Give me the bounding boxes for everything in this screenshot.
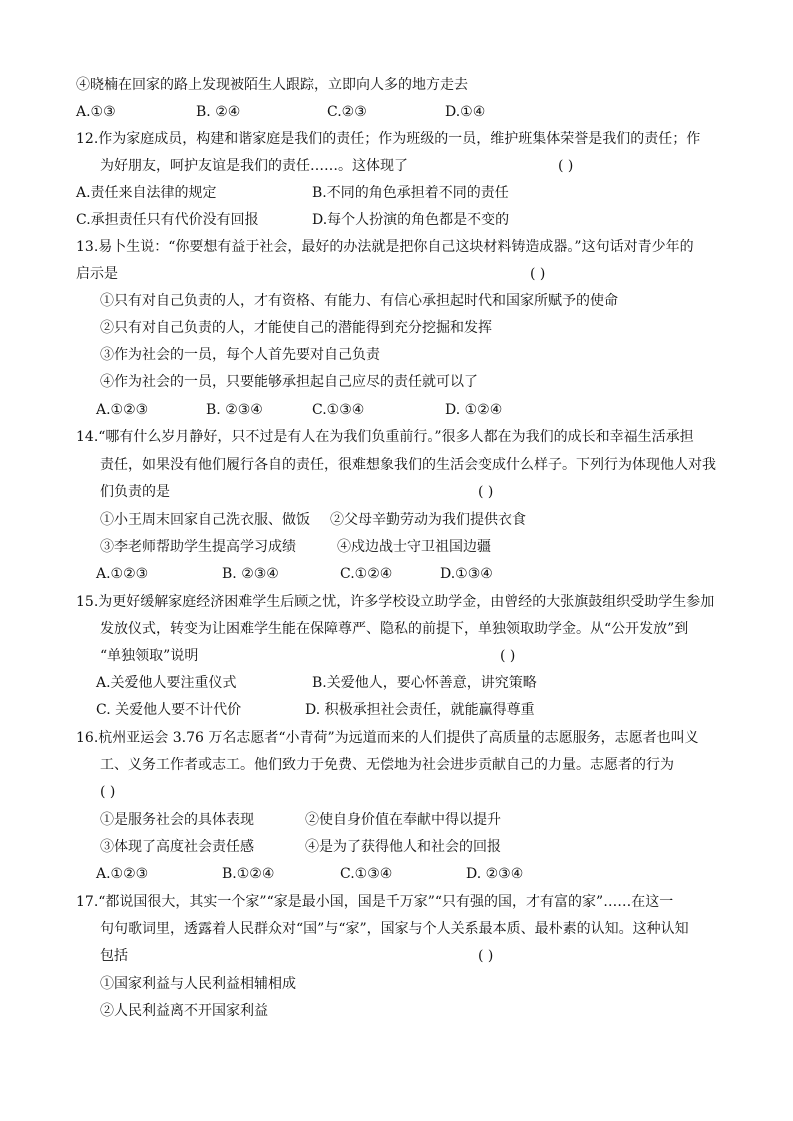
q16-option-d: D. ②③④: [466, 866, 524, 882]
q11-option-a: A.①③: [76, 104, 116, 120]
q13-option-c: C.①③④: [312, 402, 365, 418]
q13-stem-line-2: 启示是: [76, 266, 118, 282]
q13-option-b: B. ②③④: [206, 402, 263, 418]
q11-option-c: C.②③: [327, 104, 367, 120]
q14-option-a: A.①②③: [96, 566, 149, 582]
q17-stem-line-3: 包括: [100, 948, 128, 964]
q14-stem-line-1: 14.“哪有什么岁月静好，只不过是有人在为我们负重前行。”很多人都在为我们的成长和幸福生活承担: [76, 429, 694, 445]
q15-option-b: B.关爱他人，要心怀善意，讲究策略: [312, 675, 537, 691]
q12-option-b: B.不同的角色承担着不同的责任: [312, 185, 509, 201]
q13-answer-blank: ( ): [530, 266, 546, 282]
q14-statement-1: ①小王周末回家自己洗衣服、做饭: [100, 512, 310, 528]
q15-option-c: C. 关爱他人要不计代价: [96, 702, 242, 718]
q17-stem-line-1: 17.“都说国很大，其实一个家”“家是最小国，国是千万家”“只有强的国，才有富的家”……在这一: [76, 894, 674, 910]
q16-option-b: B.①②④: [222, 866, 275, 882]
q13-statement-4: ④作为社会的一员，只要能够承担起自己应尽的责任就可以了: [100, 374, 478, 390]
q12-answer-blank: ( ): [558, 158, 574, 174]
q13-stem-line-1: 13.易卜生说：“你要想有益于社会，最好的办法就是把你自己这块材料铸造成器。”这句话对青少年的: [76, 239, 694, 255]
q14-option-d: D.①③④: [440, 566, 493, 582]
q12-option-a: A.责任来自法律的规定: [76, 185, 217, 201]
q14-option-b: B. ②③④: [222, 566, 279, 582]
q14-statement-2: ②父母辛勤劳动为我们提供衣食: [330, 512, 526, 528]
q14-statement-4: ④戍边战士守卫祖国边疆: [337, 539, 491, 555]
q16-statement-2: ②使自身价值在奉献中得以提升: [305, 812, 501, 828]
q16-option-c: C.①③④: [340, 866, 393, 882]
q12-stem-line-1: 12.作为家庭成员，构建和谐家庭是我们的责任；作为班级的一员，维护班集体荣誉是我们的责任；作: [76, 131, 701, 147]
q14-option-c: C.①②④: [340, 566, 393, 582]
q17-statement-2: ②人民利益离不开国家利益: [100, 1003, 268, 1019]
q13-option-d: D. ①②④: [445, 402, 503, 418]
q17-answer-blank: ( ): [478, 948, 494, 964]
q12-option-c: C.承担责任只有代价没有回报: [76, 212, 259, 228]
q16-stem-line-2: 工、义务工作者或志工。他们致力于免费、无偿地为社会进步贡献自己的力量。志愿者的行为: [100, 757, 674, 773]
q15-stem-line-2: 发放仪式，转变为让困难学生能在保障尊严、隐私的前提下，单独领取助学金。从“公开发放”到: [100, 621, 689, 637]
q17-statement-1: ①国家利益与人民利益相辅相成: [100, 976, 296, 992]
q15-stem-line-3: “单独领取”说明: [100, 648, 199, 664]
q14-stem-line-3: 们负责的是: [100, 484, 170, 500]
q16-statement-3: ③体现了高度社会责任感: [100, 839, 254, 855]
q14-answer-blank: ( ): [478, 484, 494, 500]
q16-statement-4: ④是为了获得他人和社会的回报: [305, 839, 501, 855]
q11-option-b: B. ②④: [196, 104, 241, 120]
q13-statement-3: ③作为社会的一员，每个人首先要对自己负责: [100, 347, 380, 363]
q12-option-d: D.每个人扮演的角色都是不变的: [312, 212, 510, 228]
q16-stem-line-1: 16.杭州亚运会 3.76 万名志愿者“小青荷”为远道而来的人们提供了高质量的志愿服务，志愿者也叫义: [76, 730, 699, 746]
q11-statement-4: ④晓楠在回家的路上发现被陌生人跟踪，立即向人多的地方走去: [76, 77, 468, 93]
q13-option-a: A.①②③: [96, 402, 149, 418]
q11-option-d: D.①④: [445, 104, 486, 120]
q12-stem-line-2: 为好朋友，呵护友谊是我们的责任……。这体现了: [100, 158, 408, 174]
q13-statement-1: ①只有对自己负责的人，才有资格、有能力、有信心承担起时代和国家所赋予的使命: [100, 293, 618, 309]
q16-option-a: A.①②③: [96, 866, 149, 882]
q14-stem-line-2: 责任，如果没有他们履行各自的责任，很难想象我们的生活会变成什么样子。下列行为体现他人对我: [100, 457, 716, 473]
q17-stem-line-2: 句句歌词里，透露着人民群众对“国”与“家”，国家与个人关系最本质、最朴素的认知。这种认知: [100, 921, 689, 937]
q14-statement-3: ③李老师帮助学生提高学习成绩: [100, 539, 296, 555]
q15-answer-blank: ( ): [500, 648, 516, 664]
q16-answer-blank: ( ): [100, 784, 116, 800]
q15-stem-line-1: 15.为更好缓解家庭经济困难学生后顾之忧，许多学校设立助学金，由曾经的大张旗鼓组织受助学生参加: [76, 594, 715, 610]
q13-statement-2: ②只有对自己负责的人，才能使自己的潜能得到充分挖掘和发挥: [100, 320, 492, 336]
q16-statement-1: ①是服务社会的具体表现: [100, 812, 254, 828]
q15-option-d: D. 积极承担社会责任，就能赢得尊重: [305, 702, 535, 718]
q15-option-a: A.关爱他人要注重仪式: [96, 675, 237, 691]
